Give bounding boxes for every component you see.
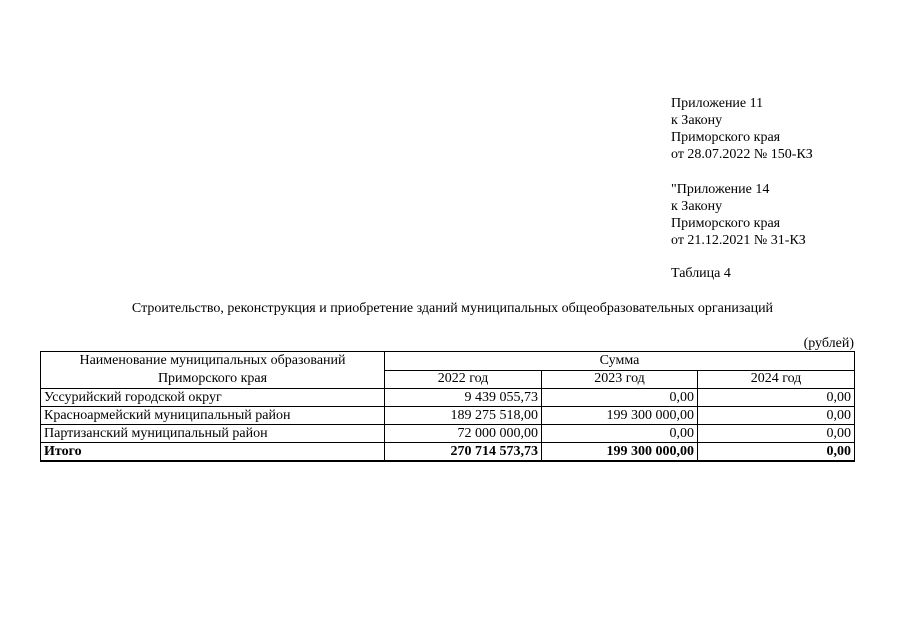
row-municipality-name: Партизанский муниципальный район xyxy=(41,425,385,443)
row-value-2024: 0,00 xyxy=(698,389,855,407)
row-municipality-name: Красноармейский муниципальный район xyxy=(41,407,385,425)
header-municipality-line2: Приморского края xyxy=(157,371,268,386)
row-value-2022: 189 275 518,00 xyxy=(385,407,542,425)
table-row xyxy=(41,425,855,443)
row-value-2023: 199 300 000,00 xyxy=(542,407,698,425)
units-label: (рублей) xyxy=(803,336,854,351)
row-municipality-name: Уссурийский городской округ xyxy=(41,389,385,407)
table-total-row xyxy=(41,443,855,462)
appendix-11-block xyxy=(671,95,813,163)
table-number: Таблица 4 xyxy=(671,266,731,281)
header-year-2024: 2024 год xyxy=(698,370,855,389)
row-value-2024: 0,00 xyxy=(698,425,855,443)
appendix-14-block xyxy=(671,181,806,249)
total-value-2022: 270 714 573,73 xyxy=(385,443,542,462)
header-municipality-line1: Наименование муниципальных образований xyxy=(79,353,346,368)
header-year-2023: 2023 год xyxy=(542,370,698,389)
table-row xyxy=(41,407,855,425)
header-sum: Сумма xyxy=(385,352,855,371)
appendix-11-date: от 28.07.2022 № 150-КЗ xyxy=(671,147,813,162)
appendix-14-law-ref: к Закону xyxy=(671,199,723,214)
total-value-2023: 199 300 000,00 xyxy=(542,443,698,462)
appendix-11-law-ref: к Закону xyxy=(671,113,723,128)
total-label: Итого xyxy=(41,443,385,462)
header-year-2022: 2022 год xyxy=(385,370,542,389)
appendix-14-date: от 21.12.2021 № 31-КЗ xyxy=(671,233,806,248)
row-value-2024: 0,00 xyxy=(698,407,855,425)
row-value-2022: 9 439 055,73 xyxy=(385,389,542,407)
appendix-11-title: Приложение 11 xyxy=(671,96,764,111)
appendix-14-region: Приморского края xyxy=(671,216,781,231)
table-header-row xyxy=(41,352,855,371)
funding-table xyxy=(40,351,855,462)
document-title: Строительство, реконструкция и приобретение зданий муниципальных общеобразовательных организаций xyxy=(131,301,774,316)
appendix-11-region: Приморского края xyxy=(671,130,781,145)
row-value-2022: 72 000 000,00 xyxy=(385,425,542,443)
header-municipality xyxy=(41,352,385,389)
total-value-2024: 0,00 xyxy=(698,443,855,462)
row-value-2023: 0,00 xyxy=(542,425,698,443)
appendix-14-title: "Приложение 14 xyxy=(671,182,770,197)
row-value-2023: 0,00 xyxy=(542,389,698,407)
table-row xyxy=(41,389,855,407)
